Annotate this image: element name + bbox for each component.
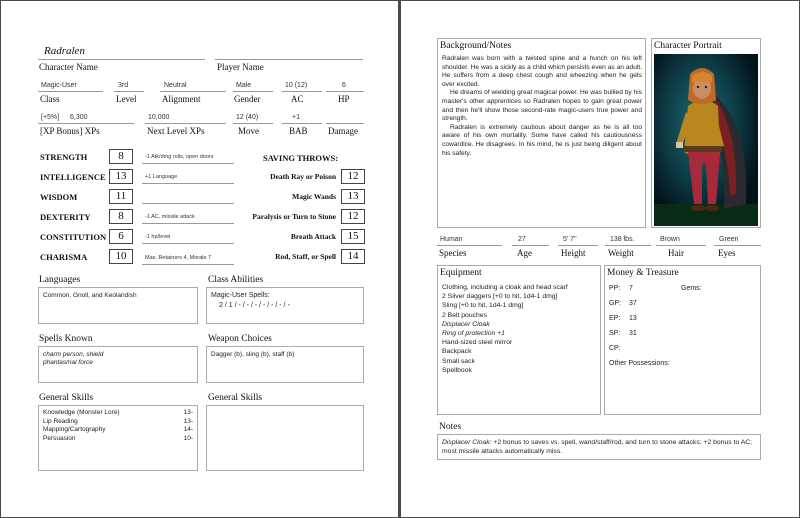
sp-value: 31 bbox=[629, 330, 637, 337]
equipment-item: Ring of protection +1 bbox=[442, 330, 505, 338]
age-value: 27 bbox=[518, 236, 526, 243]
equipment-item: Displacer Cloak bbox=[442, 320, 490, 328]
skill-name: Persuasion bbox=[43, 434, 76, 442]
gender-value: Male bbox=[236, 82, 252, 89]
class-abilities-title: Class Abilities bbox=[208, 275, 264, 285]
languages-text: Common, Gnoll, and Keolandish bbox=[43, 292, 137, 299]
equipment-list bbox=[442, 283, 568, 375]
ability-dexterity-mod: -1 AC, missile attack bbox=[145, 214, 195, 220]
general-skills-box-right bbox=[206, 405, 364, 471]
background-text bbox=[442, 55, 642, 158]
move-value: 12 (40) bbox=[236, 114, 259, 121]
ac-label: AC bbox=[291, 94, 304, 104]
equipment-item: Small sack bbox=[442, 357, 475, 365]
left-page bbox=[1, 1, 398, 517]
notes-box bbox=[437, 434, 761, 460]
notes-item-text: +2 bonus to saves vs. spell, wand/staff/rod, and turn to stone attacks; +2 bonus to AC; most missile attacks automatically miss. bbox=[442, 439, 753, 455]
character-portrait-image bbox=[654, 54, 758, 226]
ability-intelligence-label: INTELLIGENCE bbox=[40, 172, 106, 182]
height-value: 5' 7" bbox=[563, 236, 577, 243]
save-breath-label: Breath Attack bbox=[290, 232, 336, 241]
skill-value: 10- bbox=[183, 434, 193, 442]
ability-wisdom-label: WISDOM bbox=[40, 192, 78, 202]
spells-known-box bbox=[38, 346, 198, 383]
skill-value: 13- bbox=[183, 417, 193, 425]
bab-label: BAB bbox=[289, 126, 308, 136]
background-title: Background/Notes bbox=[440, 41, 512, 51]
general-skills-box-left bbox=[38, 405, 198, 471]
background-paragraph: Radralen was born with a twisted spine and a hunch on his left shoulder. He was a sickly as a child which persists even as an adult. He suffers from a deep chest cough and wheezing when he gets over excited. bbox=[442, 55, 642, 88]
equipment-item: 2 Silver daggers [+0 to hit, 1d4-1 dmg] bbox=[442, 293, 558, 301]
xp-bonus-value: [+5%] bbox=[41, 114, 60, 121]
character-name-value: Radralen bbox=[44, 45, 85, 57]
ability-dexterity-score: 8 bbox=[109, 209, 133, 224]
notes-title: Notes bbox=[439, 422, 462, 432]
gp-label: GP: bbox=[609, 300, 622, 307]
species-value: Human bbox=[440, 236, 463, 243]
ability-dexterity-label: DEXTERITY bbox=[40, 212, 91, 222]
save-rod-staff-value: 14 bbox=[341, 249, 365, 264]
ability-charisma-score: 10 bbox=[109, 249, 133, 264]
skill-value: 14- bbox=[183, 426, 193, 433]
eyes-value: Green bbox=[719, 236, 739, 243]
skill-name: Knowledge (Monster Lore) bbox=[43, 409, 120, 416]
ability-intelligence-mod: +1 Language bbox=[145, 174, 178, 180]
weapon-choices-box bbox=[206, 346, 364, 383]
gems-label: Gems: bbox=[681, 285, 702, 292]
languages-box bbox=[38, 287, 198, 324]
age-label: Age bbox=[517, 248, 532, 258]
save-death-ray-label: Death Ray or Poison bbox=[270, 172, 336, 181]
xp-label: [XP Bonus] XPs bbox=[40, 126, 100, 136]
ability-constitution-mod: -1 hp/level bbox=[145, 234, 171, 240]
ability-strength-score: 8 bbox=[109, 149, 133, 164]
move-label: Move bbox=[238, 126, 259, 136]
background-box bbox=[437, 38, 646, 228]
skill-row bbox=[43, 409, 193, 443]
class-label: Class bbox=[40, 94, 60, 104]
ability-strength-mod: -1 Atk/dmg rolls, open doors bbox=[145, 154, 214, 160]
name-underline bbox=[38, 59, 205, 60]
ability-charisma-label: CHARISMA bbox=[40, 252, 88, 262]
player-underline bbox=[215, 59, 363, 60]
equipment-box bbox=[437, 265, 601, 415]
portrait-box bbox=[651, 38, 761, 228]
next-xp-label: Next Level XPs bbox=[147, 126, 205, 136]
eyes-label: Eyes bbox=[718, 248, 736, 258]
save-paralysis-value: 12 bbox=[341, 209, 365, 224]
level-label: Level bbox=[116, 94, 137, 104]
damage-label: Damage bbox=[328, 126, 358, 136]
equipment-item: Hand-sized steel mirror bbox=[442, 339, 513, 347]
ep-label: EP: bbox=[609, 315, 621, 322]
weight-label: Weight bbox=[608, 248, 634, 258]
skill-name: Mapping/Cartography bbox=[43, 426, 106, 433]
hair-value: Brown bbox=[660, 236, 680, 243]
ability-constitution-score: 6 bbox=[109, 229, 133, 244]
equipment-item: Spellbook bbox=[442, 366, 472, 374]
character-portrait-illustration bbox=[654, 54, 758, 226]
ability-wisdom-score: 11 bbox=[109, 189, 133, 204]
general-skills-title-left: General Skills bbox=[39, 393, 94, 403]
equipment-item: Sling [+0 to hit, 1d4-1 dmg] bbox=[442, 302, 524, 310]
spells-line-1: charm person, shield bbox=[43, 351, 104, 358]
general-skills-title-right: General Skills bbox=[208, 393, 263, 403]
languages-title: Languages bbox=[39, 275, 81, 285]
height-label: Height bbox=[561, 248, 586, 258]
weapon-choices-text: Dagger (b), sling (b), staff (b) bbox=[211, 351, 295, 358]
magic-user-spells-heading: Magic-User Spells: bbox=[211, 292, 270, 299]
species-label: Species bbox=[439, 248, 467, 258]
equipment-item: 2 Belt pouches bbox=[442, 311, 487, 319]
character-name-label: Character Name bbox=[39, 62, 98, 72]
gender-label: Gender bbox=[234, 94, 261, 104]
save-rod-staff-label: Rod, Staff, or Spell bbox=[275, 252, 336, 261]
save-magic-wands-label: Magic Wands bbox=[292, 192, 336, 201]
notes-text bbox=[442, 439, 756, 456]
pp-value: 7 bbox=[629, 285, 633, 292]
hair-label: Hair bbox=[668, 248, 684, 258]
spells-line-2: phantasmal force bbox=[43, 359, 93, 366]
ability-strength-label: STRENGTH bbox=[40, 152, 88, 162]
player-name-label: Player Name bbox=[217, 62, 264, 72]
saving-throws-title: SAVING THROWS: bbox=[263, 153, 339, 163]
save-paralysis-label: Paralysis or Turn to Stone bbox=[252, 212, 336, 221]
level-value: 3rd bbox=[118, 82, 129, 89]
portrait-title: Character Portrait bbox=[654, 41, 722, 51]
equipment-item: Clothing, including a cloak and head scarf bbox=[442, 284, 568, 291]
weapon-choices-title: Weapon Choices bbox=[208, 334, 272, 344]
ep-value: 13 bbox=[629, 315, 637, 322]
ability-constitution-label: CONSTITUTION bbox=[40, 232, 107, 242]
weight-value: 138 lbs. bbox=[610, 236, 635, 243]
bab-value: +1 bbox=[292, 114, 300, 121]
class-abilities-box bbox=[206, 287, 364, 324]
spells-known-title: Spells Known bbox=[39, 334, 93, 344]
xp-value: 6,300 bbox=[70, 114, 88, 121]
notes-item-name: Displacer Cloak: bbox=[442, 439, 492, 446]
pp-label: PP: bbox=[609, 285, 621, 292]
gp-value: 37 bbox=[629, 300, 637, 307]
background-paragraph: He dreams of wielding great magical power. He was bullied by his master's other apprentices so Radralen hopes to gain great power and then he'll show those second-rate magic-users true power and strength. bbox=[442, 89, 642, 123]
ability-charisma-mod: Max. Retainers 4, Morale 7 bbox=[145, 255, 212, 261]
equipment-item: Backpack bbox=[442, 348, 472, 356]
spell-slots: 2 / 1 / - / - / - / - / - / - / - bbox=[219, 302, 290, 309]
save-death-ray-value: 12 bbox=[341, 169, 365, 184]
hp-label: HP bbox=[338, 94, 350, 104]
save-magic-wands-value: 13 bbox=[341, 189, 365, 204]
class-value: Magic-User bbox=[41, 82, 77, 89]
hp-value: 6 bbox=[342, 82, 346, 89]
sp-label: SP: bbox=[609, 330, 621, 337]
equipment-title: Equipment bbox=[440, 268, 482, 278]
background-paragraph: Radralen is extremely cautious about danger as he is all too aware of his own mortality. Some have called his cautiousness cowardice. He disagrees. In his mind, he is just being diligent about his safety. bbox=[442, 123, 642, 157]
cp-label: CP: bbox=[609, 345, 621, 352]
skill-value: 13- bbox=[183, 409, 193, 416]
next-xp-value: 10,000 bbox=[148, 114, 170, 121]
alignment-value: Neutral bbox=[164, 82, 187, 89]
right-page bbox=[401, 1, 799, 517]
skill-name: Lip Reading bbox=[43, 417, 78, 425]
money-title: Money & Treasure bbox=[607, 268, 679, 278]
ability-intelligence-score: 13 bbox=[109, 169, 133, 184]
alignment-label: Alignment bbox=[162, 94, 201, 104]
ac-value: 10 (12) bbox=[285, 82, 308, 89]
save-breath-value: 15 bbox=[341, 229, 365, 244]
other-possessions-label: Other Possessions: bbox=[609, 360, 670, 367]
money-box bbox=[604, 265, 761, 415]
